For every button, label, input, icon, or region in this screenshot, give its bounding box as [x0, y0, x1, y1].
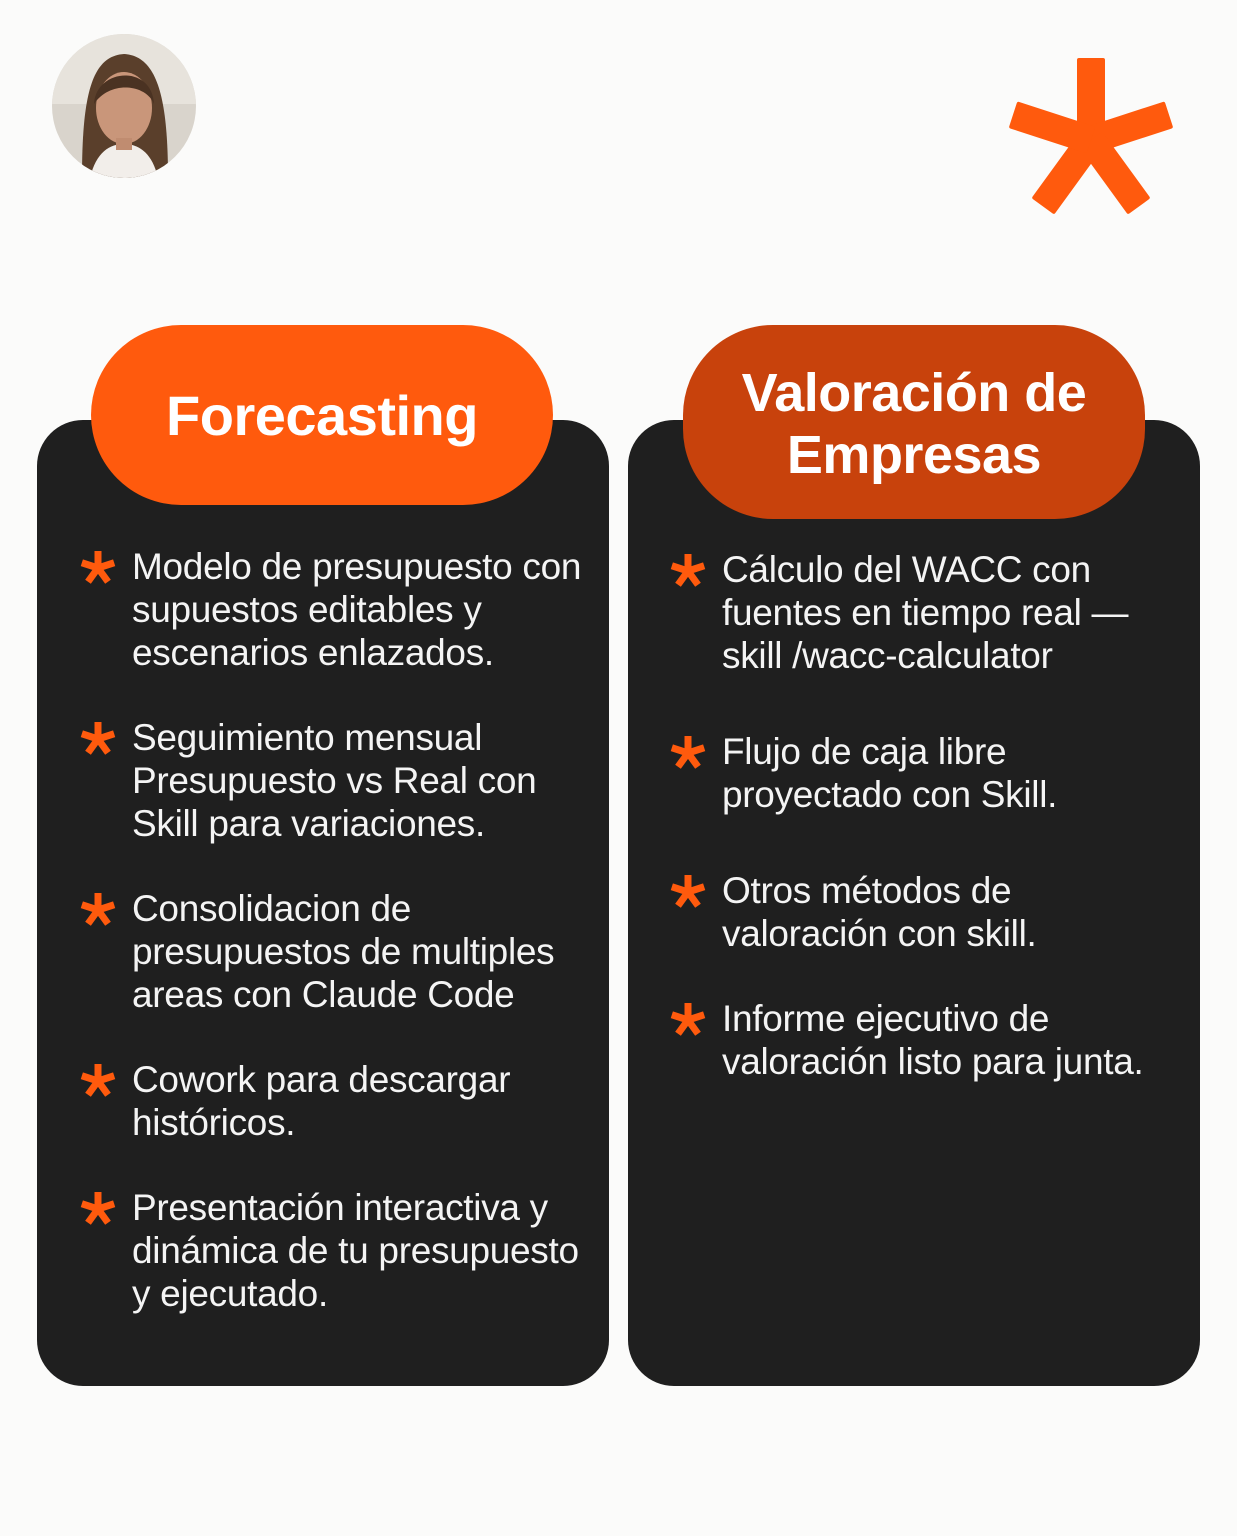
list-item: [78, 1058, 602, 1144]
asterisk-bullet-icon: [78, 1061, 118, 1101]
forecasting-title-pill: [91, 325, 553, 505]
asterisk-bullet-icon: [78, 719, 118, 759]
valoracion-title-pill: [683, 325, 1145, 519]
asterisk-bullet-icon: [668, 551, 708, 591]
asterisk-bullet-icon: [668, 872, 708, 912]
avatar-photo: [52, 34, 196, 178]
list-item: [78, 716, 602, 845]
list-item: [668, 730, 1102, 816]
forecasting-title: Forecasting: [166, 383, 478, 447]
list-item: [668, 869, 1082, 955]
item-text: Modelo de presupuesto con supuestos editables y escenarios enlazados.: [132, 546, 582, 673]
asterisk-bullet-icon: [668, 733, 708, 773]
asterisk-icon: [1004, 58, 1178, 222]
item-text: Informe ejecutivo de valoración listo para junta.: [722, 998, 1144, 1082]
list-item: [78, 545, 602, 674]
list-item: [78, 1186, 602, 1315]
asterisk-bullet-icon: [78, 890, 118, 930]
asterisk-bullet-icon: [78, 1189, 118, 1229]
list-item: [668, 997, 1192, 1083]
item-text: Seguimiento mensual Presupuesto vs Real con Skill para variaciones.: [132, 717, 537, 844]
asterisk-bullet-icon: [668, 1000, 708, 1040]
item-text: Consolidacion de presupuestos de multiples areas con Claude Code: [132, 888, 555, 1015]
item-text: Cowork para descargar históricos.: [132, 1059, 511, 1143]
asterisk-bullet-icon: [78, 548, 118, 588]
item-text: Presentación interactiva y dinámica de tu presupuesto y ejecutado.: [132, 1187, 579, 1314]
list-item: [668, 548, 1172, 677]
item-text: Flujo de caja libre proyectado con Skill.: [722, 731, 1058, 815]
avatar: [52, 34, 196, 178]
valoracion-title: Valoración de Empresas: [741, 363, 1087, 485]
item-text: Cálculo del WACC con fuentes en tiempo real — skill /wacc-calculator: [722, 549, 1129, 676]
list-item: [78, 887, 602, 1016]
item-text: Otros métodos de valoración con skill.: [722, 870, 1037, 954]
